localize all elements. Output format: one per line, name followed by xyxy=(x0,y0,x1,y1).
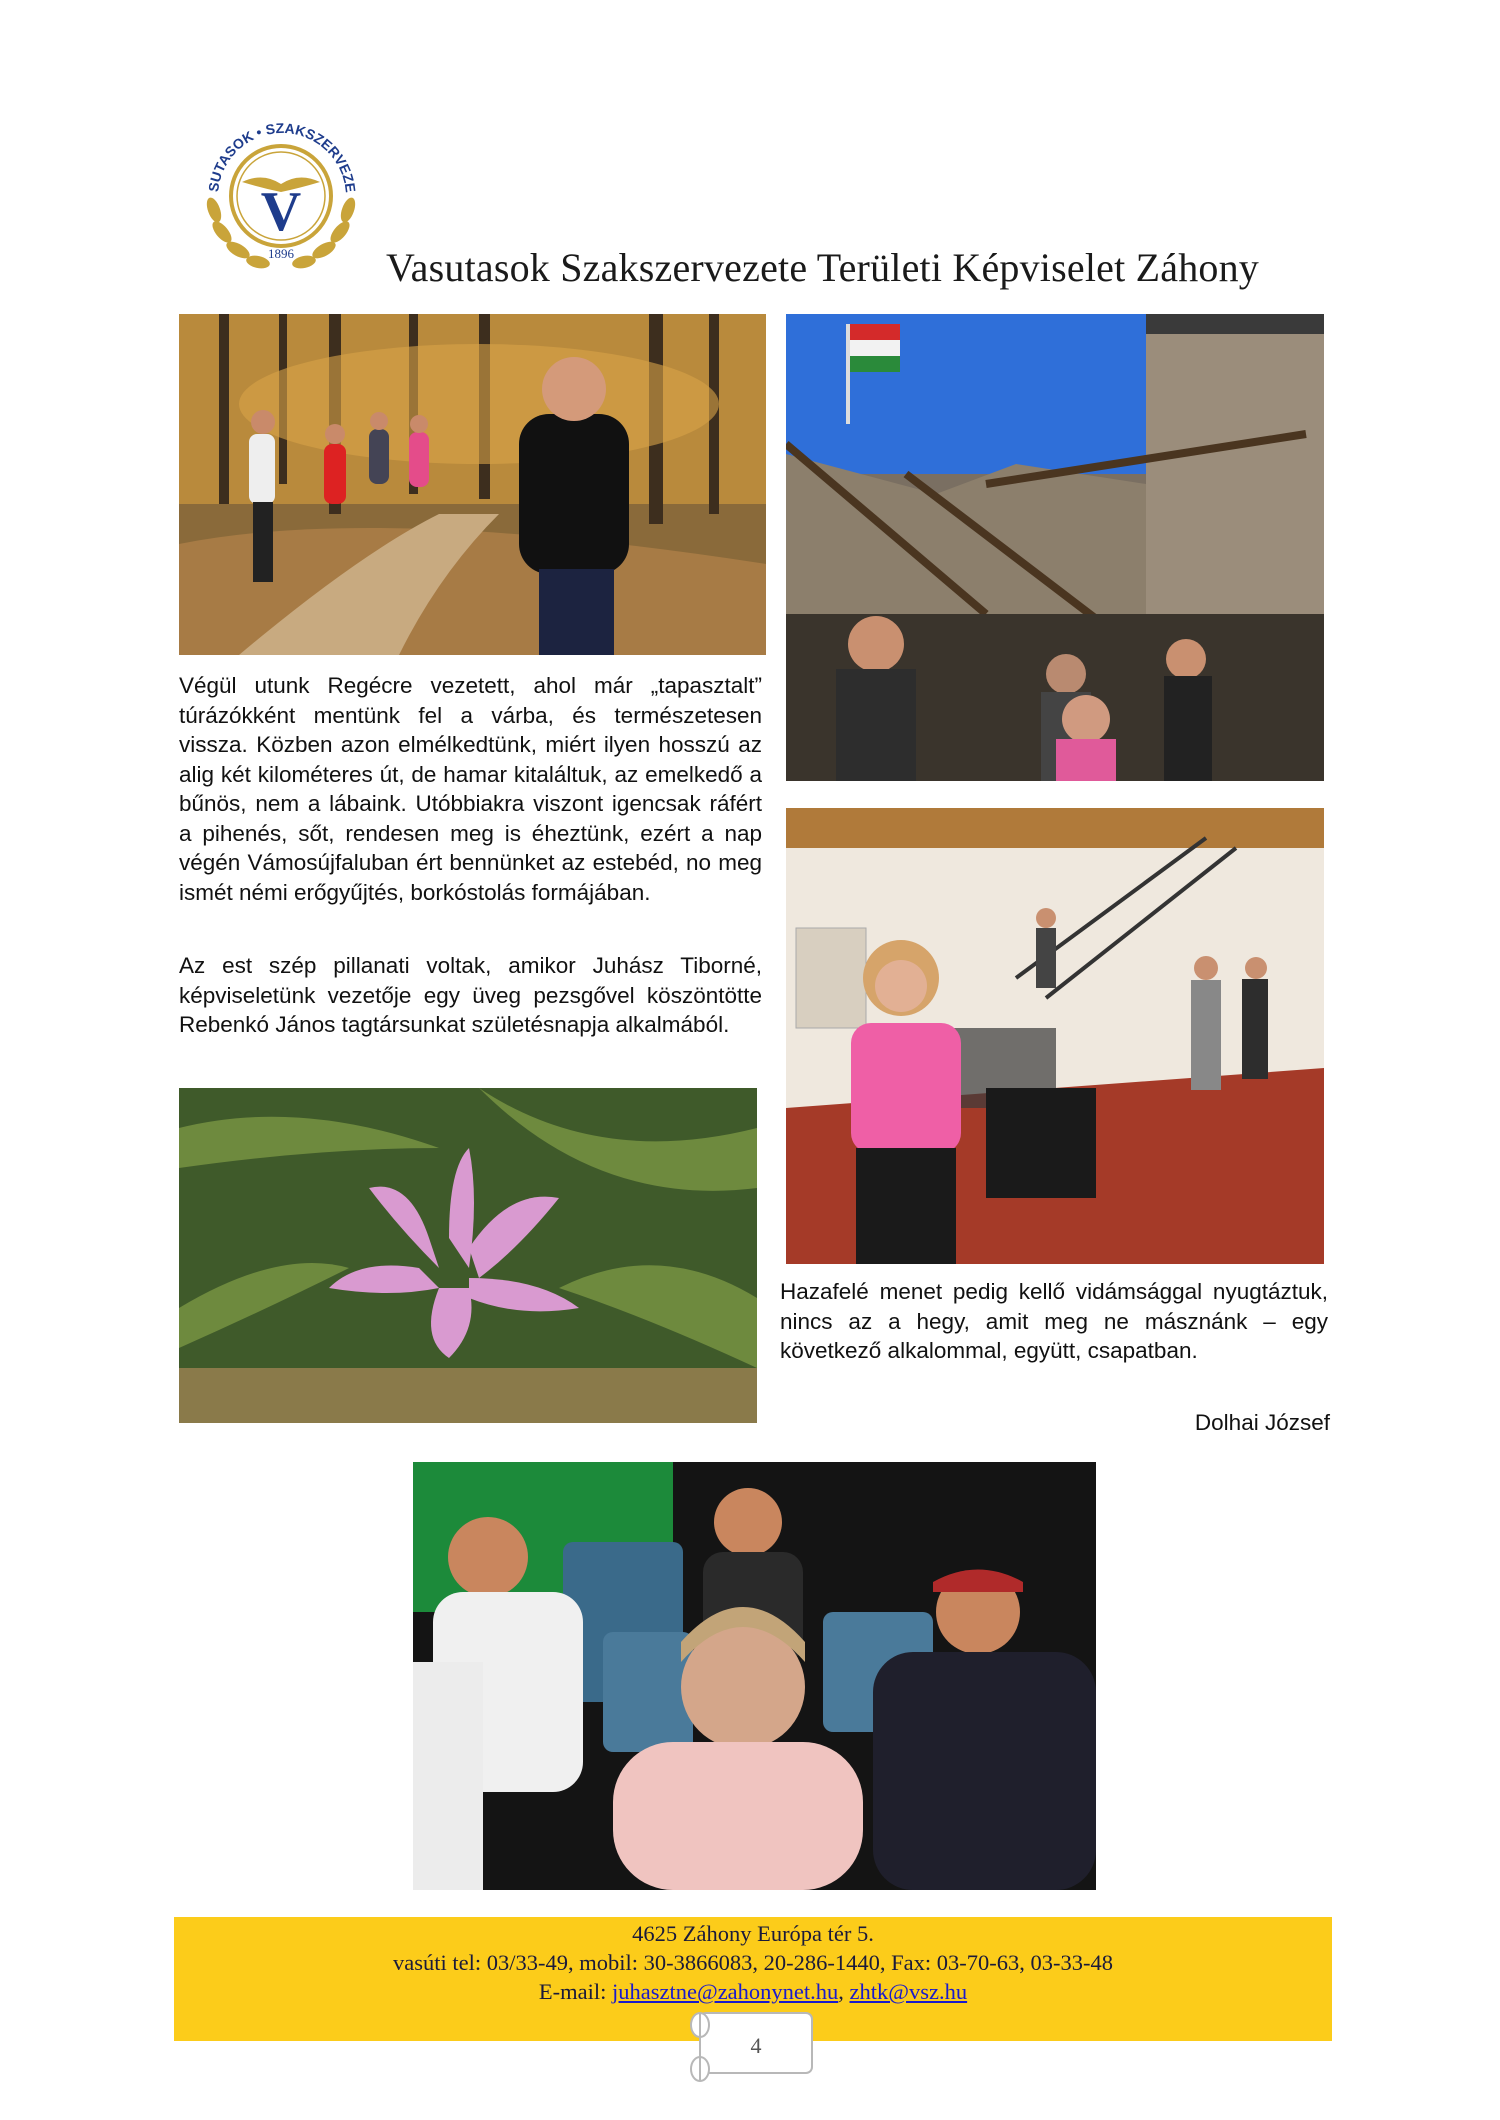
photo-forest-hikers xyxy=(179,314,766,655)
svg-text:V: V xyxy=(260,181,302,243)
article-paragraph-1: Végül utunk Regécre vezetett, ahol már „tapasztalt” túrázókként mentünk fel a várba, és természetesen vissza. Közben azon elmélkedtünk, miért ilyen hosszú az alig két kilométeres út, de hamar kitaláltuk, az emelkedő a bűnös, nem a lábaink. Utóbbiakra viszont igencsak ráfért a pihenés, sőt, rendesen meg is éheztünk, ezért a nap végén Vámosújfaluban ért bennünket az estebéd, no meg ismét némi erőgyűjtés, borkóstolás formájában. xyxy=(179,673,762,905)
page-title: Vasutasok Szakszervezete Területi Képviselet Záhony xyxy=(386,245,1260,290)
footer-email-line xyxy=(174,1979,1332,2005)
email-link-juhasztne[interactable]: juhasztne@zahonynet.hu xyxy=(612,1979,839,2004)
article-paragraph-2: Az est szép pillanati voltak, amikor Juhász Tiborné, képviseletünk vezetője egy üveg pezsgővel köszöntötte Rebenkó János tagtársunkat születésnapja alkalmából. xyxy=(179,953,762,1037)
email-link-zhtk[interactable]: zhtk@vsz.hu xyxy=(849,1979,968,2004)
footer-email-label: E-mail: xyxy=(538,1979,607,2004)
photo-bus-group xyxy=(413,1462,1096,1890)
page-number: 4 xyxy=(750,2033,762,2058)
article-paragraph-3: Hazafelé menet pedig kellő vidámsággal nyugtáztuk, nincs az a hegy, amit meg ne másznánk – egy következő alkalommal, együtt, csapatban. xyxy=(780,1279,1328,1363)
photo-castle-stairs xyxy=(786,314,1324,781)
footer-email-separator: , xyxy=(838,1979,844,2004)
page-number-scroll xyxy=(686,2007,820,2085)
svg-text:1896: 1896 xyxy=(268,246,294,261)
photo-museum-interior xyxy=(786,808,1324,1264)
union-logo xyxy=(188,92,374,278)
author-signature: Dolhai József xyxy=(1194,1410,1330,1435)
photo-crocus xyxy=(179,1088,757,1423)
footer-address: 4625 Záhony Európa tér 5. xyxy=(632,1921,874,1946)
footer-phones: vasúti tel: 03/33-49, mobil: 30-3866083, 20-286-1440, Fax: 03-70-63, 03-33-48 xyxy=(393,1950,1113,1975)
svg-text:VASUTASOK • SZAKSZERVEZETE: SUTASOK • SZAKSZERVEZE xyxy=(205,119,359,194)
